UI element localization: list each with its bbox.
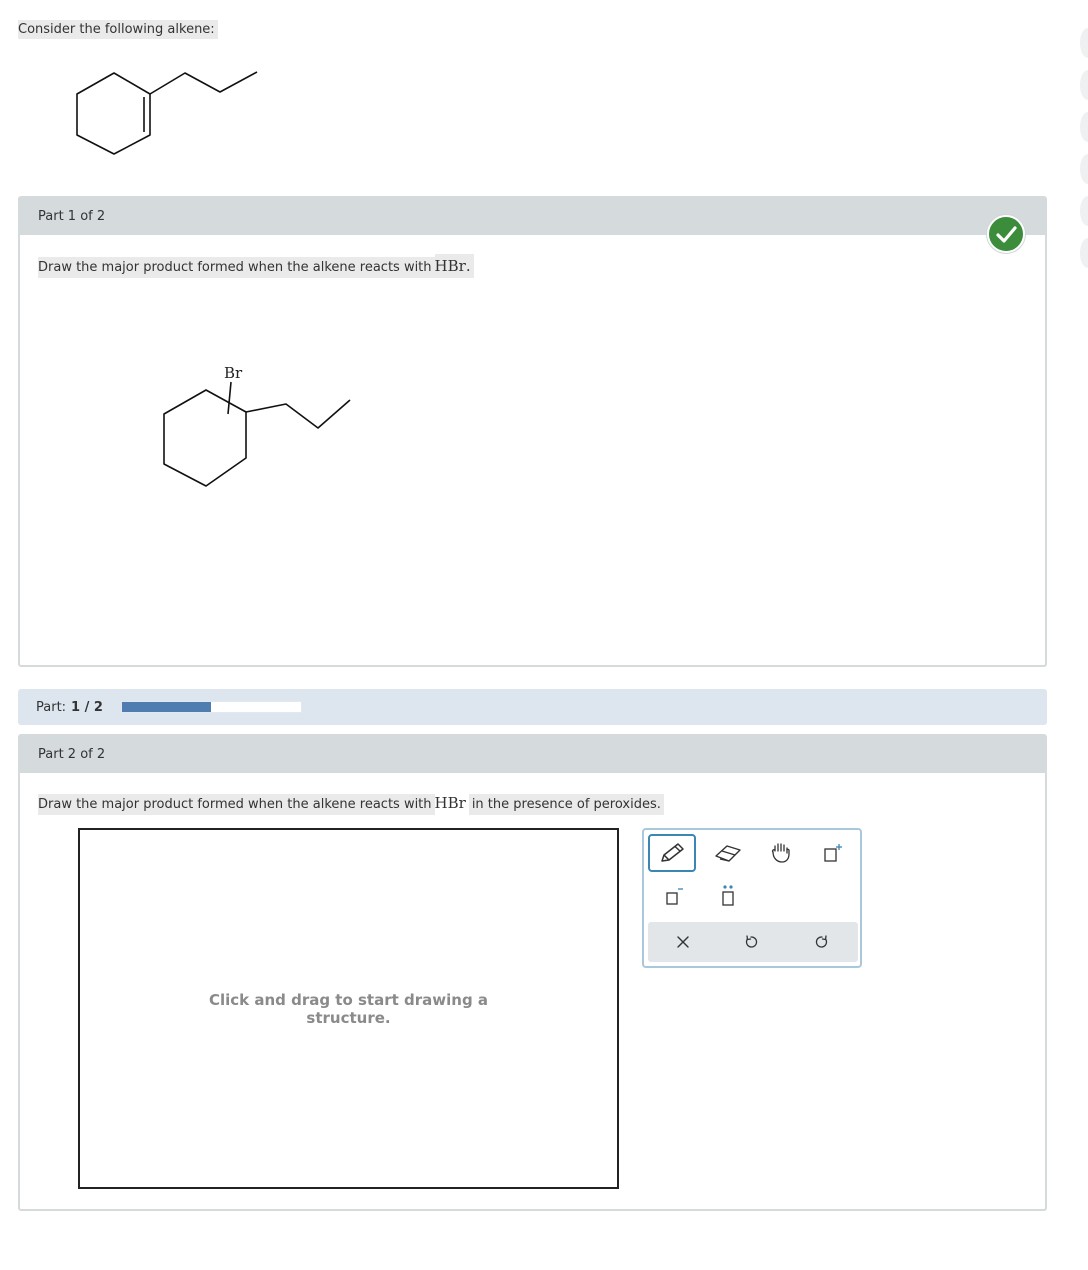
progress-bar	[18, 689, 1047, 725]
part-2-question	[38, 791, 664, 815]
check-circle-icon	[987, 215, 1025, 253]
part-1-header	[20, 198, 1045, 235]
c-br-bond	[228, 382, 231, 414]
part-2-header	[20, 736, 1045, 773]
charge-plus-icon[interactable]	[814, 836, 854, 870]
redo-icon[interactable]	[802, 922, 842, 962]
intro-text: Consider the following alkene:	[18, 20, 218, 39]
side-tab	[1080, 196, 1088, 226]
drawing-canvas[interactable]	[78, 828, 619, 1189]
side-tab	[1080, 112, 1088, 142]
progress-fill	[122, 702, 212, 712]
part-1-header-label: Part 1 of 2	[38, 209, 106, 224]
product-structure	[140, 358, 360, 498]
drawing-toolbar	[642, 828, 862, 968]
question-text: Draw the major product formed when the alkene reacts with	[38, 257, 435, 278]
propyl-chain	[246, 400, 350, 428]
side-tab	[1080, 238, 1088, 268]
part-1-question	[38, 254, 474, 278]
question-suffix: .	[465, 257, 471, 275]
side-tab	[1080, 154, 1088, 184]
question-text: Draw the major product formed when the alkene reacts with	[38, 794, 435, 815]
cyclohexene-ring	[77, 73, 150, 154]
reagent-formula: HBr	[434, 257, 466, 275]
part-1-panel	[18, 196, 1047, 667]
charge-minus-icon[interactable]	[658, 878, 692, 914]
bromine-label: Br	[224, 364, 243, 382]
progress-label: Part:	[36, 699, 67, 715]
eraser-icon[interactable]	[708, 836, 748, 870]
canvas-hint: Click and drag to start drawing a structure.	[208, 990, 489, 1027]
undo-icon[interactable]	[731, 922, 771, 962]
reagent-formula: HBr	[434, 794, 466, 812]
reagent-text	[435, 254, 474, 278]
clear-icon[interactable]	[663, 922, 703, 962]
question-suffix: in the presence of peroxides.	[469, 794, 664, 815]
part-2-panel	[18, 734, 1047, 1211]
side-tabs	[1080, 28, 1088, 268]
pencil-icon[interactable]	[648, 834, 696, 872]
cyclohexane-ring	[164, 390, 246, 486]
lone-pair-icon[interactable]	[708, 878, 748, 914]
alkene-structure	[60, 60, 270, 165]
part-2-header-label: Part 2 of 2	[38, 747, 106, 762]
hand-icon[interactable]	[762, 836, 802, 870]
progress-value: 1 / 2	[71, 699, 103, 715]
progress-track	[121, 701, 302, 713]
propyl-chain	[150, 72, 257, 94]
action-row	[648, 922, 858, 962]
side-tab	[1080, 70, 1088, 100]
side-tab	[1080, 28, 1088, 58]
